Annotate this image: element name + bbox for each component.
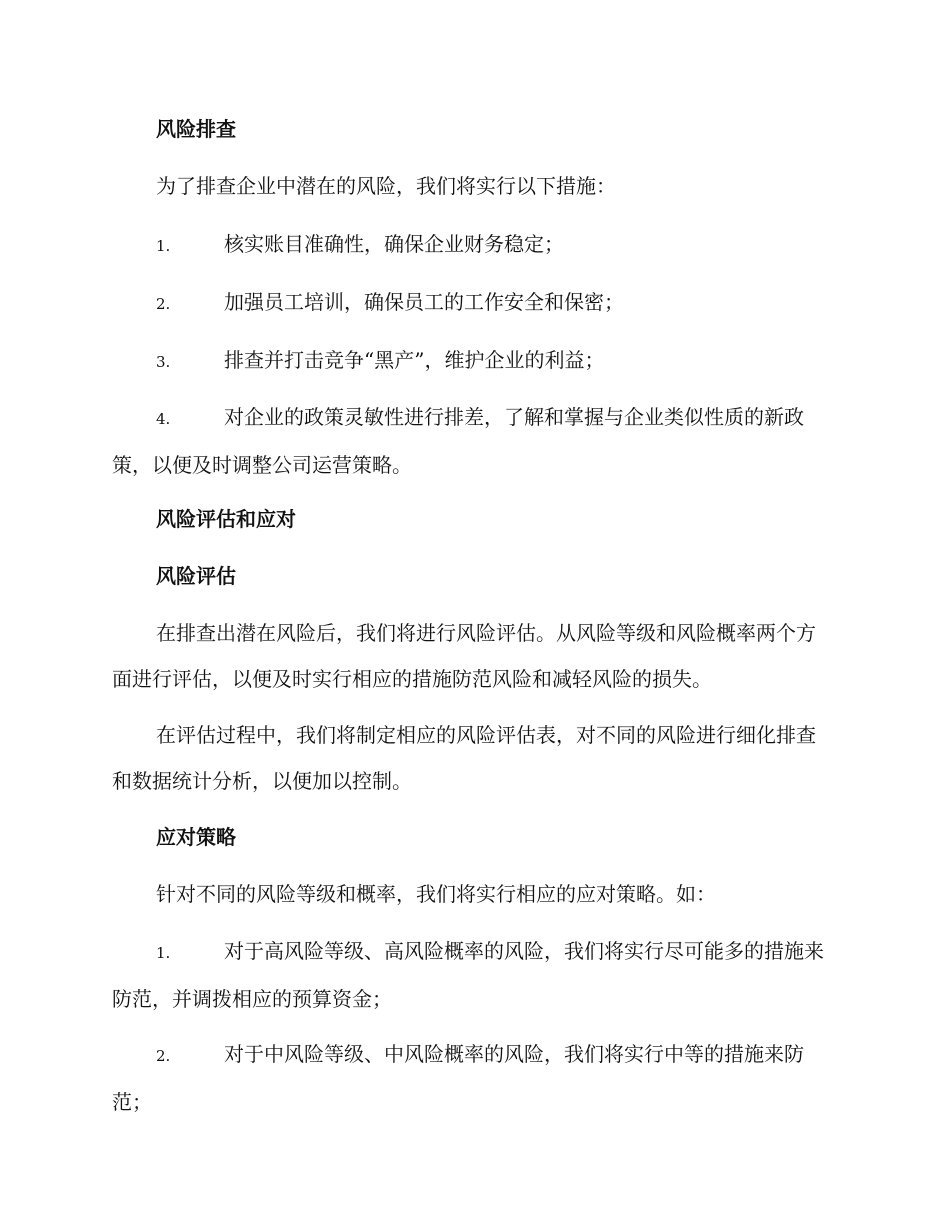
paragraph-assess-1: 在排查出潜在风险后，我们将进行风险评估。从风险等级和风险概率两个方面进行评估，以便及时实行相应的措施防范风险和减轻风险的损失。 [112, 621, 816, 691]
paragraph-strategy-intro: 针对不同的风险等级和概率，我们将实行相应的应对策略。如： [156, 882, 716, 906]
list-item [112, 928, 834, 1022]
list-number: 1. [156, 237, 171, 255]
list-item [112, 394, 834, 488]
heading-risk-assess-respond: 风险评估和应对 [156, 507, 296, 531]
list-item [112, 221, 834, 269]
heading-strategy: 应对策略 [156, 825, 236, 849]
list-number: 2. [156, 1047, 171, 1065]
list-text: 核实账目准确性，确保企业财务稳定； [224, 232, 564, 256]
list-text: 对企业的政策灵敏性进行排差，了解和掌握与企业类似性质的新政策，以便及时调整公司运营策略。 [112, 405, 804, 477]
list-text: 加强员工培训，确保员工的工作安全和保密； [224, 290, 624, 314]
list-item [112, 337, 834, 385]
list-item [112, 279, 834, 327]
list-text: 对于中风险等级、中风险概率的风险，我们将实行中等的措施来防范； [112, 1042, 804, 1114]
list-number: 1. [156, 944, 171, 962]
list-text: 对于高风险等级、高风险概率的风险，我们将实行尽可能多的措施来防范，并调拨相应的预算资金； [112, 939, 824, 1011]
list-number: 2. [156, 295, 171, 313]
heading-risk-check: 风险排查 [156, 117, 236, 141]
heading-risk-assess: 风险评估 [156, 564, 236, 588]
list-text: 排查并打击竞争“黑产”，维护企业的利益； [224, 348, 605, 372]
list-number: 3. [156, 353, 171, 371]
paragraph-intro: 为了排查企业中潜在的风险，我们将实行以下措施： [156, 174, 616, 198]
paragraph-assess-2: 在评估过程中，我们将制定相应的风险评估表，对不同的风险进行细化排查和数据统计分析，以便加以控制。 [112, 723, 816, 793]
list-item [112, 1031, 834, 1125]
list-number: 4. [156, 410, 171, 428]
